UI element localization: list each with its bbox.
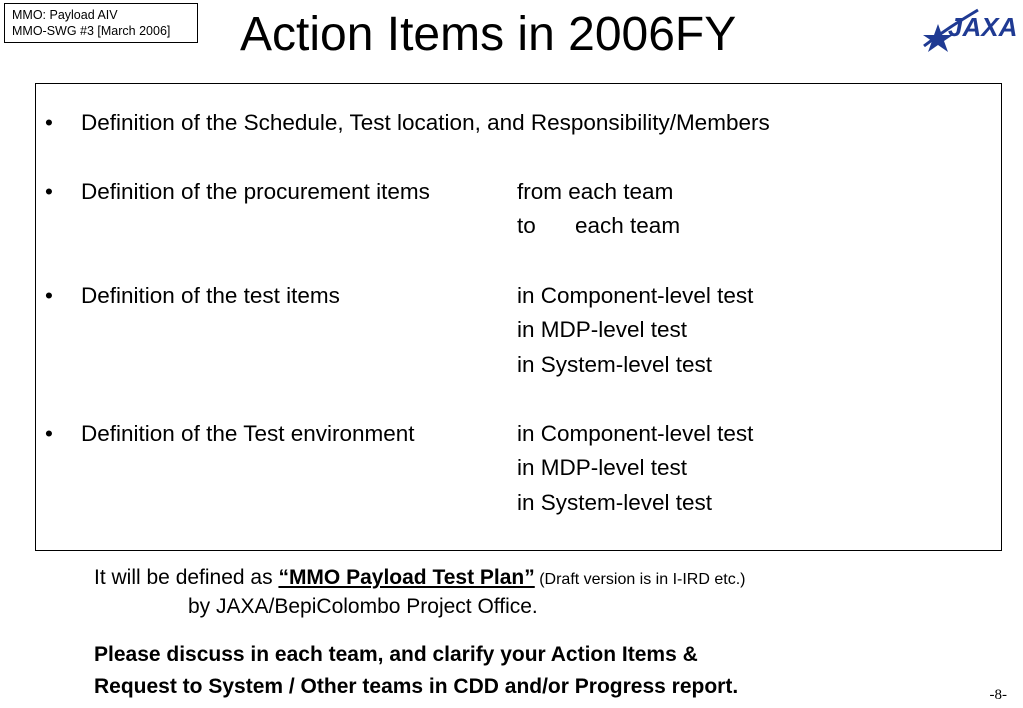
defined-as-prefix: It will be defined as (94, 566, 279, 589)
item-2-detail-from: from each team (517, 179, 674, 204)
jaxa-logo (918, 2, 1020, 62)
item-2-label: Definition of the procurement items (81, 179, 430, 204)
item-3-detail: in Component-level test (517, 283, 754, 308)
bullet-3: • (45, 283, 53, 308)
item-1-label: Definition of the Schedule, Test location, and Responsibility/Members (81, 110, 770, 135)
defined-by-line: by JAXA/BepiColombo Project Office. (188, 595, 538, 618)
item-4-detail: in System-level test (517, 490, 713, 515)
request-line-2: Request to System / Other teams in CDD and/or Progress report. (94, 675, 739, 698)
bullet-1: • (45, 110, 53, 135)
request-line-1: Please discuss in each team, and clarify your Action Items & (94, 643, 698, 666)
item-2-detail-to-prefix: to (517, 213, 536, 238)
action-items-box (35, 83, 1002, 551)
test-plan-name: “MMO Payload Test Plan” (278, 566, 535, 589)
item-4-label: Definition of the Test environment (81, 421, 415, 446)
item-4-detail: in MDP-level test (517, 455, 688, 480)
item-4-detail: in Component-level test (517, 421, 754, 446)
bullet-4: • (45, 421, 53, 446)
logo-wordmark: JAXA (948, 12, 1018, 42)
meta-line-1: MMO: Payload AIV (12, 8, 118, 22)
item-3-label: Definition of the test items (81, 283, 340, 308)
bullet-2: • (45, 179, 53, 204)
item-3-detail: in MDP-level test (517, 317, 688, 342)
defined-as-line (94, 564, 745, 594)
page-number: -8- (989, 687, 1007, 703)
slide-title: Action Items in 2006FY (240, 8, 737, 61)
item-3-detail: in System-level test (517, 352, 713, 377)
document-id-box (4, 3, 198, 43)
meta-line-2: MMO-SWG #3 [March 2006] (12, 24, 171, 38)
draft-note: (Draft version is in I-IRD etc.) (534, 571, 746, 588)
item-2-detail-to: each team (575, 213, 681, 238)
